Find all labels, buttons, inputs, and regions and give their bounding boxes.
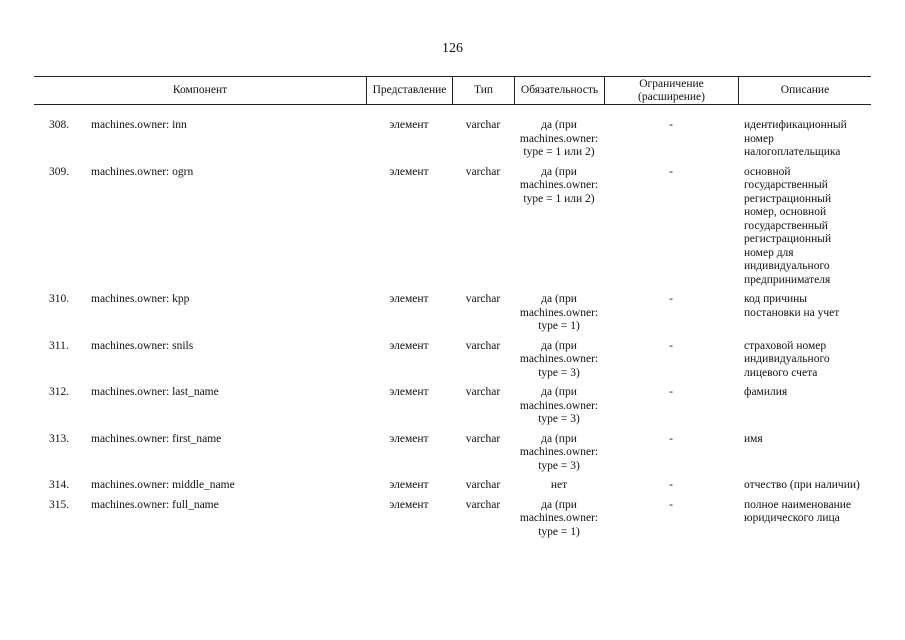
- description-line: номер, основной: [744, 206, 827, 218]
- component-name: machines.owner: kpp: [91, 293, 190, 305]
- required-line: machines.owner:: [519, 179, 599, 191]
- required-line: type = 3): [538, 366, 580, 379]
- description-line: государственный: [744, 219, 828, 232]
- row-number: 312.: [49, 386, 70, 398]
- table-row: [34, 479, 871, 499]
- type-cell: varchar: [465, 119, 501, 131]
- required-line: type = 1): [538, 320, 580, 332]
- type-cell: varchar: [465, 386, 501, 398]
- component-name: machines.owner: last_name: [91, 386, 219, 398]
- description-line: основной: [744, 165, 791, 178]
- constraint-cell: -: [669, 386, 673, 398]
- required-line: machines.owner:: [519, 399, 599, 412]
- description-line: индивидуального: [744, 260, 830, 272]
- required-line: machines.owner:: [519, 446, 599, 458]
- table-row: [34, 386, 871, 433]
- type-cell: varchar: [465, 339, 501, 352]
- required-cell: [514, 479, 604, 493]
- description-cell: [738, 340, 871, 381]
- required-cell: [514, 293, 604, 334]
- header-description: Описание: [738, 77, 871, 104]
- table-row: [34, 499, 871, 546]
- required-line: machines.owner:: [519, 306, 599, 319]
- required-line: да (при: [541, 432, 577, 445]
- required-line: machines.owner:: [519, 132, 599, 145]
- row-number: 314.: [49, 479, 70, 491]
- row-number: 315.: [49, 498, 70, 511]
- description-line: отчество (при наличии): [744, 479, 860, 491]
- required-line: type = 1): [538, 525, 580, 538]
- type-cell: varchar: [465, 479, 501, 491]
- constraint-cell: -: [669, 165, 673, 178]
- header-representation: Представление: [366, 77, 452, 104]
- required-cell: [514, 499, 604, 540]
- component-name: machines.owner: middle_name: [91, 479, 235, 491]
- header-required: Обязательность: [514, 77, 604, 104]
- table-row: [34, 166, 871, 294]
- representation-cell: элемент: [389, 479, 429, 491]
- description-cell: [738, 433, 871, 474]
- component-name: machines.owner: snils: [91, 339, 194, 352]
- table-row: [34, 340, 871, 387]
- required-line: да (при: [541, 498, 577, 511]
- header-type: Тип: [452, 77, 514, 104]
- description-line: индивидуального: [744, 353, 830, 365]
- constraint-cell: -: [669, 479, 673, 491]
- description-line: код причины: [744, 293, 808, 305]
- constraint-cell: -: [669, 432, 673, 445]
- representation-cell: элемент: [389, 293, 429, 305]
- component-name: machines.owner: first_name: [91, 432, 222, 445]
- description-cell: [738, 293, 871, 334]
- description-cell: [738, 479, 871, 493]
- required-cell: [514, 433, 604, 474]
- header-constraint: [604, 77, 738, 104]
- required-cell: [514, 166, 604, 288]
- representation-cell: элемент: [389, 498, 429, 511]
- component-name: machines.owner: inn: [91, 119, 187, 131]
- table-header-rule: [34, 104, 871, 105]
- description-cell: [738, 166, 871, 288]
- required-cell: [514, 340, 604, 381]
- description-line: страховой номер: [744, 339, 827, 352]
- component-name: machines.owner: ogrn: [91, 165, 194, 178]
- type-cell: varchar: [465, 498, 501, 511]
- constraint-cell: -: [669, 293, 673, 305]
- type-cell: varchar: [465, 432, 501, 445]
- table-row: [34, 433, 871, 480]
- description-cell: [738, 119, 871, 160]
- description-line: идентификационный: [744, 119, 847, 131]
- row-number: 311.: [49, 339, 69, 352]
- required-cell: [514, 119, 604, 160]
- required-line: да (при: [541, 386, 577, 398]
- constraint-cell: -: [669, 119, 673, 131]
- representation-cell: элемент: [389, 339, 429, 352]
- type-cell: varchar: [465, 165, 501, 178]
- header-component: Компонент: [172, 84, 228, 96]
- required-line: type = 3): [538, 459, 580, 472]
- description-line: налогоплательщика: [744, 146, 841, 158]
- description-line: постановки на учет: [744, 306, 840, 319]
- table-body: [34, 119, 871, 545]
- description-line: полное наименование: [744, 498, 852, 511]
- row-number: 309.: [49, 165, 70, 178]
- type-cell: varchar: [465, 293, 501, 305]
- description-line: имя: [744, 432, 763, 445]
- constraint-cell: -: [669, 498, 673, 511]
- component-name: machines.owner: full_name: [91, 498, 219, 511]
- row-number: 308.: [49, 119, 70, 131]
- required-line: да (при: [541, 293, 577, 305]
- row-number: 310.: [49, 293, 70, 305]
- description-line: номер: [744, 132, 774, 145]
- required-line: да (при: [541, 339, 577, 352]
- description-line: регистрационный: [744, 233, 832, 245]
- representation-cell: элемент: [389, 119, 429, 131]
- table-header: [34, 77, 871, 104]
- row-number: 313.: [49, 432, 70, 445]
- description-line: юридического лица: [744, 512, 840, 524]
- required-line: type = 1 или 2): [523, 146, 595, 158]
- description-line: фамилия: [744, 386, 788, 398]
- required-cell: [514, 386, 604, 427]
- header-constraint-line: (расширение): [638, 90, 705, 103]
- description-line: государственный: [744, 179, 828, 191]
- description-cell: [738, 386, 871, 427]
- description-line: предпринимателя: [744, 273, 831, 286]
- representation-cell: элемент: [389, 165, 429, 178]
- required-line: нет: [550, 479, 568, 491]
- required-line: да (при: [541, 165, 577, 178]
- representation-cell: элемент: [389, 432, 429, 445]
- header-constraint-line: Ограничение: [639, 77, 704, 90]
- page-number: 126: [442, 41, 463, 56]
- description-line: номер для: [744, 246, 794, 259]
- constraint-cell: -: [669, 339, 673, 352]
- required-line: да (при: [541, 119, 577, 131]
- required-line: machines.owner:: [519, 353, 599, 365]
- representation-cell: элемент: [389, 386, 429, 398]
- table-row: [34, 293, 871, 340]
- description-line: лицевого счета: [744, 366, 818, 379]
- required-line: type = 3): [538, 413, 580, 425]
- required-line: type = 1 или 2): [523, 192, 595, 205]
- description-line: регистрационный: [744, 192, 832, 205]
- table-row: [34, 119, 871, 166]
- required-line: machines.owner:: [519, 512, 599, 524]
- description-cell: [738, 499, 871, 540]
